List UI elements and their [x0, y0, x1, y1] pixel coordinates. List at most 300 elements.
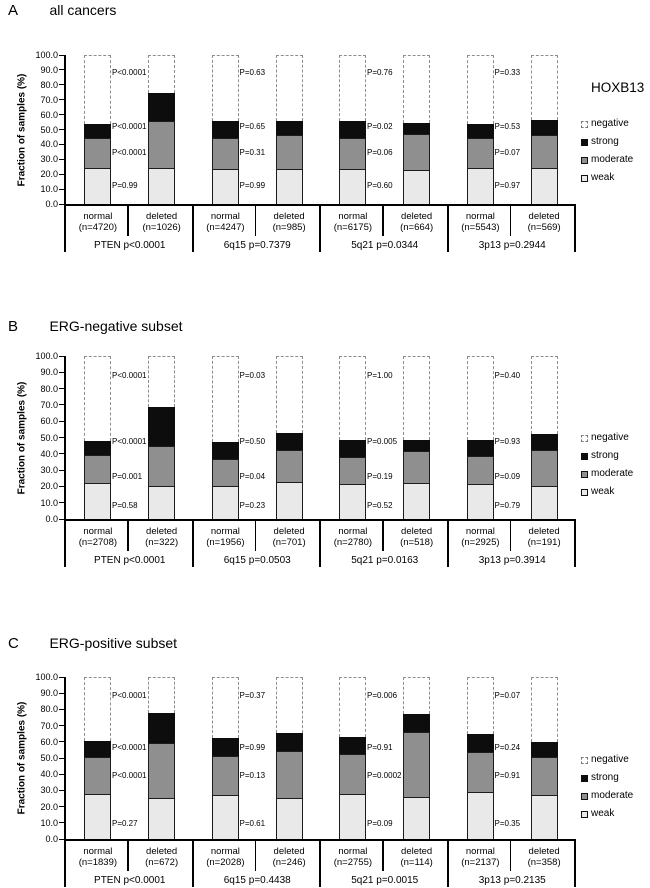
negative-segment	[403, 356, 430, 440]
stacked-bar-deleted	[148, 55, 175, 204]
bar-condition-label: deleted	[401, 211, 433, 222]
bar-n-label: (n=246)	[272, 857, 306, 868]
moderate-segment	[531, 135, 558, 168]
p-value-weak: P=0.60	[367, 181, 393, 191]
weak-segment	[531, 168, 558, 205]
negative-segment	[212, 55, 239, 121]
group-cell	[321, 356, 449, 519]
legend-label: weak	[591, 486, 615, 497]
y-tick-label: 10.0	[40, 184, 58, 195]
strong-segment	[403, 440, 430, 451]
bar-n-label: (n=4247)	[206, 222, 245, 233]
y-tick-label: 60.0	[40, 416, 58, 427]
moderate-segment	[84, 455, 111, 484]
y-tick-label: 90.0	[40, 688, 58, 699]
moderate-segment	[148, 743, 175, 798]
bar-axis-label	[499, 211, 589, 233]
p-value-strong: P=0.02	[367, 121, 393, 131]
bar-condition-label: normal	[210, 846, 240, 857]
legend	[581, 432, 633, 504]
moderate-segment	[212, 138, 239, 169]
group-cell	[194, 356, 322, 519]
weak-segment	[84, 168, 111, 204]
p-value-negative: P=0.37	[239, 691, 266, 701]
y-tick-label: 90.0	[40, 64, 58, 75]
y-tick-label: 30.0	[40, 785, 58, 796]
stacked-bar-normal	[339, 55, 366, 204]
y-tick-label: 0.0	[45, 514, 58, 524]
weak-segment	[148, 168, 175, 204]
group-axis-label: PTEN p<0.0001	[94, 875, 166, 886]
moderate-segment	[276, 135, 303, 169]
weak-swatch-icon	[581, 175, 588, 182]
p-value-negative: P=0.40	[494, 370, 521, 380]
strong-segment	[84, 741, 111, 757]
y-tick-label: 50.0	[40, 124, 58, 135]
p-value-weak: P=0.09	[367, 819, 393, 829]
strong-segment	[339, 121, 366, 137]
negative-swatch-icon	[581, 121, 588, 128]
bar-n-label: (n=2708)	[78, 537, 118, 548]
bar-axis-label	[499, 846, 589, 868]
y-tick-label: 80.0	[40, 383, 58, 394]
y-tick-label: 0.0	[45, 834, 58, 844]
stacked-bar-deleted	[276, 55, 303, 204]
negative-segment	[148, 356, 175, 407]
strong-segment	[467, 124, 494, 138]
p-value-strong: P=0.99	[239, 743, 266, 753]
weak-segment	[212, 169, 239, 204]
legend-item-strong	[581, 772, 633, 784]
stacked-bar-deleted	[148, 677, 175, 839]
p-value-strong: P=0.93	[494, 437, 521, 447]
negative-segment	[467, 356, 494, 440]
y-tick-label: 50.0	[40, 432, 58, 443]
y-tick-label: 50.0	[40, 753, 58, 763]
y-tick-label: 30.0	[40, 465, 58, 476]
stacked-bar-deleted	[276, 677, 303, 839]
stacked-bar-normal	[212, 677, 239, 839]
p-value-negative: P=0.33	[494, 67, 521, 77]
group-axis-label: 5q21 p=0.0015	[351, 875, 419, 886]
legend-item-strong	[581, 450, 633, 462]
bar-n-label: (n=672)	[145, 857, 179, 868]
moderate-swatch-icon	[581, 157, 588, 164]
strong-segment	[84, 124, 111, 138]
stacked-bar-deleted	[276, 356, 303, 519]
weak-segment	[339, 484, 366, 519]
p-value-strong: P=0.24	[494, 743, 521, 753]
bar-condition-label: deleted	[146, 211, 178, 222]
legend-item-weak	[581, 808, 633, 820]
negative-segment	[84, 677, 111, 741]
p-value-moderate: P<0.0001	[112, 770, 147, 780]
panel-title: ERG-negative subset	[49, 318, 183, 334]
group-axis-label: 3p13 p=0.2135	[478, 875, 546, 886]
moderate-segment	[276, 450, 303, 483]
panel-header	[8, 318, 183, 336]
stacked-bar-deleted	[148, 356, 175, 519]
stacked-bar-deleted	[403, 677, 430, 839]
stacked-bar-deleted	[403, 55, 430, 204]
panel-title: all cancers	[49, 2, 117, 18]
p-value-moderate: P=0.13	[239, 770, 266, 780]
y-tick-label: 100.0	[35, 672, 58, 682]
legend-item-negative	[581, 754, 633, 766]
plot-area	[64, 55, 576, 206]
bar-condition-label: normal	[210, 526, 240, 537]
weak-segment	[403, 797, 430, 839]
legend-item-moderate	[581, 468, 633, 480]
y-tick-label: 80.0	[40, 704, 58, 715]
p-value-moderate: P=0.31	[239, 148, 266, 158]
p-value-negative: P<0.0001	[112, 370, 147, 380]
p-value-weak: P=0.58	[112, 500, 138, 510]
weak-segment	[276, 482, 303, 519]
strong-segment	[403, 714, 430, 732]
negative-segment	[276, 677, 303, 733]
p-value-strong: P<0.0001	[112, 121, 147, 131]
strong-segment	[84, 441, 111, 455]
y-tick-label: 90.0	[40, 367, 58, 378]
bar-n-label: (n=2028)	[206, 857, 245, 868]
p-value-moderate: P=0.0002	[367, 770, 402, 780]
negative-segment	[403, 677, 430, 714]
group-axis-label: 6q15 p=0.0503	[223, 555, 291, 566]
weak-swatch-icon	[581, 489, 588, 496]
bar-condition-label: deleted	[528, 211, 560, 222]
bar-condition-label: deleted	[273, 211, 305, 222]
strong-segment	[212, 738, 239, 756]
negative-segment	[148, 677, 175, 713]
plot-area	[64, 677, 576, 841]
negative-segment	[148, 55, 175, 93]
y-axis-label: Fraction of samples (%)	[16, 73, 28, 186]
moderate-segment	[276, 751, 303, 798]
moderate-segment	[148, 121, 175, 168]
group-axis-label: PTEN p<0.0001	[94, 555, 166, 566]
panel-letter: C	[8, 635, 19, 652]
y-tick-label: 40.0	[40, 769, 58, 780]
negative-segment	[403, 55, 430, 123]
p-value-negative: P=1.00	[367, 370, 393, 380]
stacked-bar-normal	[212, 55, 239, 204]
p-value-strong: P<0.0001	[112, 437, 147, 447]
p-value-moderate: P=0.07	[494, 148, 521, 158]
bar-n-label: (n=569)	[527, 222, 561, 233]
bar-n-label: (n=2755)	[333, 857, 373, 868]
y-tick-label: 10.0	[40, 817, 58, 828]
bar-condition-label: normal	[338, 526, 368, 537]
plot-area	[64, 356, 576, 521]
bar-condition-label: deleted	[528, 846, 560, 857]
legend-item-moderate	[581, 154, 633, 166]
y-tick-label: 10.0	[40, 497, 58, 508]
panel-header	[8, 2, 116, 20]
panel-title: ERG-positive subset	[49, 635, 178, 651]
stacked-bar-normal	[467, 356, 494, 519]
weak-segment	[403, 170, 430, 204]
legend	[581, 118, 633, 190]
y-tick-label: 30.0	[40, 154, 58, 165]
bar-condition-label: normal	[338, 846, 368, 857]
bar-n-label: (n=664)	[400, 222, 434, 233]
legend-label: weak	[591, 172, 615, 183]
group-axis-label: 5q21 p=0.0344	[351, 240, 419, 251]
strong-segment	[276, 121, 303, 136]
y-tick-label: 20.0	[40, 481, 58, 492]
legend-label: negative	[591, 754, 629, 765]
stacked-bar-normal	[84, 356, 111, 519]
legend-item-weak	[581, 172, 633, 184]
bar-n-label: (n=114)	[400, 857, 433, 868]
bar-n-label: (n=2925)	[461, 537, 500, 548]
group-axis-label: 6q15 p=0.4438	[223, 875, 291, 886]
legend	[581, 754, 633, 826]
legend-label: strong	[591, 772, 619, 783]
moderate-segment	[84, 757, 111, 794]
bar-n-label: (n=5543)	[461, 222, 500, 233]
stacked-bar-normal	[212, 356, 239, 519]
p-value-negative: P=0.006	[367, 691, 398, 701]
y-tick-label: 40.0	[40, 139, 58, 150]
moderate-segment	[467, 138, 494, 168]
p-value-strong: P=0.65	[239, 121, 266, 131]
moderate-segment	[212, 459, 239, 486]
strong-segment	[148, 93, 175, 121]
strong-segment	[212, 121, 239, 137]
weak-segment	[148, 798, 175, 839]
bar-n-label: (n=358)	[527, 857, 561, 868]
moderate-segment	[339, 457, 366, 484]
weak-segment	[467, 484, 494, 519]
y-tick-label: 80.0	[40, 79, 58, 90]
p-value-moderate: P=0.19	[367, 471, 393, 481]
bar-n-label: (n=6175)	[333, 222, 373, 233]
legend-item-strong	[581, 136, 633, 148]
strong-segment	[531, 434, 558, 449]
legend-item-moderate	[581, 790, 633, 802]
moderate-segment	[339, 138, 366, 169]
bar-n-label: (n=191)	[527, 537, 561, 548]
weak-segment	[467, 792, 494, 839]
bar-condition-label: normal	[465, 211, 495, 222]
group-axis-label: 6q15 p=0.7379	[223, 240, 291, 251]
p-value-strong: P<0.0001	[112, 743, 147, 753]
strong-segment	[403, 123, 430, 134]
bar-condition-label: deleted	[146, 526, 178, 537]
strong-segment	[148, 713, 175, 742]
strong-segment	[339, 737, 366, 754]
negative-segment	[467, 55, 494, 124]
weak-segment	[84, 483, 111, 519]
stacked-bar-deleted	[531, 677, 558, 839]
bar-n-label: (n=4720)	[78, 222, 118, 233]
bar-n-label: (n=518)	[400, 537, 434, 548]
y-axis-label: Fraction of samples (%)	[16, 701, 28, 815]
bar-n-label: (n=1026)	[142, 222, 181, 233]
moderate-segment	[212, 756, 239, 796]
p-value-strong: P=0.91	[367, 743, 393, 753]
weak-segment	[531, 795, 558, 839]
legend-item-weak	[581, 486, 633, 498]
moderate-segment	[467, 456, 494, 484]
negative-swatch-icon	[581, 435, 588, 442]
p-value-weak: P=0.79	[494, 500, 521, 510]
negative-segment	[212, 356, 239, 442]
weak-segment	[276, 169, 303, 204]
weak-segment	[212, 486, 239, 519]
bar-condition-label: deleted	[401, 846, 433, 857]
moderate-segment	[531, 757, 558, 795]
negative-segment	[339, 55, 366, 121]
bar-condition-label: normal	[465, 846, 495, 857]
p-value-weak: P=0.99	[112, 181, 138, 191]
bar-condition-label: deleted	[146, 846, 178, 857]
bar-condition-label: normal	[83, 526, 113, 537]
weak-segment	[467, 168, 494, 205]
stacked-bar-deleted	[531, 55, 558, 204]
group-cell	[66, 356, 194, 519]
strong-segment	[276, 733, 303, 751]
negative-segment	[339, 677, 366, 737]
p-value-moderate: P=0.04	[239, 471, 266, 481]
legend-item-negative	[581, 432, 633, 444]
bar-condition-label: deleted	[528, 526, 560, 537]
strong-swatch-icon	[581, 139, 588, 146]
p-value-moderate: P=0.06	[367, 148, 393, 158]
strong-segment	[467, 440, 494, 456]
y-tick-label: 60.0	[40, 109, 58, 120]
group-cell	[449, 356, 577, 519]
p-value-strong: P=0.53	[494, 121, 521, 131]
weak-segment	[339, 794, 366, 839]
legend-label: moderate	[591, 790, 634, 801]
negative-swatch-icon	[581, 757, 588, 764]
bar-n-label: (n=985)	[272, 222, 306, 233]
p-value-moderate: P=0.91	[494, 770, 521, 780]
p-value-negative: P=0.07	[494, 691, 521, 701]
panel-all-cancers	[0, 0, 650, 265]
moderate-segment	[339, 754, 366, 794]
y-tick-label: 100.0	[35, 50, 58, 60]
moderate-swatch-icon	[581, 793, 588, 800]
legend-label: strong	[591, 136, 619, 147]
y-tick-label: 40.0	[40, 448, 58, 459]
group-axis-label: 3p13 p=0.3914	[478, 555, 546, 566]
legend-label: strong	[591, 450, 619, 461]
moderate-segment	[148, 446, 175, 487]
bar-n-label: (n=1839)	[78, 857, 118, 868]
bar-axis-label	[499, 526, 589, 548]
moderate-segment	[403, 732, 430, 797]
y-tick-label: 100.0	[35, 351, 58, 361]
negative-segment	[531, 677, 558, 742]
p-value-moderate: P<0.0001	[112, 148, 147, 158]
negative-segment	[84, 356, 111, 441]
p-value-weak: P=0.52	[367, 500, 393, 510]
weak-segment	[212, 795, 239, 839]
bar-condition-label: normal	[465, 526, 495, 537]
group-cell	[66, 677, 194, 839]
legend-label: negative	[591, 118, 629, 129]
stacked-bar-normal	[84, 55, 111, 204]
negative-segment	[276, 356, 303, 433]
stacked-bar-deleted	[531, 356, 558, 519]
y-tick-label: 70.0	[40, 94, 58, 105]
p-value-weak: P=0.27	[112, 819, 138, 829]
stacked-bar-normal	[339, 356, 366, 519]
bar-n-label: (n=701)	[272, 537, 306, 548]
bar-condition-label: normal	[210, 211, 240, 222]
bar-condition-label: deleted	[401, 526, 433, 537]
group-axis-label: 5q21 p=0.0163	[351, 555, 419, 566]
y-tick-label: 20.0	[40, 169, 58, 180]
strong-segment	[467, 734, 494, 753]
strong-segment	[339, 440, 366, 457]
moderate-segment	[403, 451, 430, 483]
negative-segment	[276, 55, 303, 121]
stacked-bar-normal	[84, 677, 111, 839]
group-cell	[66, 55, 194, 204]
p-value-negative: P<0.0001	[112, 691, 147, 701]
p-value-negative: P=0.63	[239, 67, 266, 77]
weak-segment	[276, 798, 303, 839]
group-cell	[449, 55, 577, 204]
strong-swatch-icon	[581, 453, 588, 460]
moderate-segment	[403, 134, 430, 171]
negative-segment	[531, 356, 558, 434]
negative-segment	[531, 55, 558, 120]
bar-n-label: (n=322)	[145, 537, 179, 548]
panel-erg-negative-subset	[0, 300, 650, 568]
y-tick-label: 20.0	[40, 801, 58, 812]
bar-n-label: (n=2137)	[461, 857, 500, 868]
strong-swatch-icon	[581, 775, 588, 782]
weak-segment	[339, 169, 366, 204]
y-tick-label: 60.0	[40, 736, 58, 747]
legend-title: HOXB13	[591, 80, 645, 95]
y-tick-label: 70.0	[40, 720, 58, 731]
strong-segment	[531, 120, 558, 135]
negative-segment	[84, 55, 111, 124]
strong-segment	[531, 742, 558, 757]
p-value-weak: P=0.35	[494, 819, 521, 829]
panel-letter: A	[8, 2, 19, 19]
weak-swatch-icon	[581, 811, 588, 818]
bar-n-label: (n=1956)	[206, 537, 245, 548]
stacked-bar-normal	[467, 55, 494, 204]
p-value-moderate: P=0.09	[494, 471, 521, 481]
legend-label: moderate	[591, 468, 634, 479]
moderate-segment	[467, 752, 494, 792]
weak-segment	[84, 794, 111, 839]
group-cell	[194, 55, 322, 204]
y-tick-label: 0.0	[45, 199, 58, 209]
legend-item-negative	[581, 118, 633, 130]
legend-label: negative	[591, 432, 629, 443]
legend-label: moderate	[591, 154, 634, 165]
moderate-segment	[84, 138, 111, 168]
bar-condition-label: normal	[83, 846, 113, 857]
group-cell	[194, 677, 322, 839]
stacked-bar-normal	[339, 677, 366, 839]
p-value-weak: P=0.99	[239, 181, 266, 191]
bar-condition-label: normal	[83, 211, 113, 222]
group-cell	[321, 55, 449, 204]
strong-segment	[148, 407, 175, 446]
moderate-swatch-icon	[581, 471, 588, 478]
